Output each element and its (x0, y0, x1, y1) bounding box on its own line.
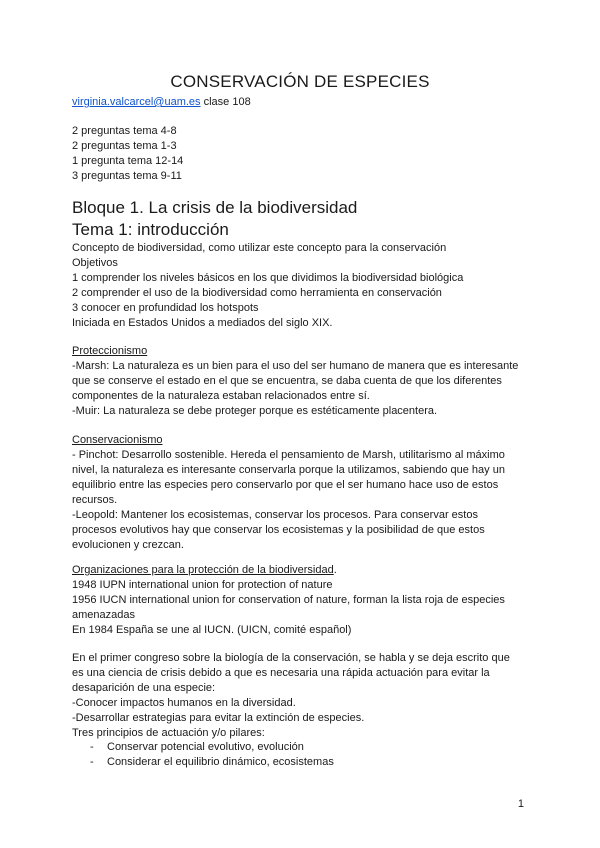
contact-line (72, 96, 251, 109)
topic-heading: Tema 1: introducción (72, 220, 229, 239)
list-bullet-marker: - (90, 756, 94, 768)
paragraph-line: -Desarrollar estrategias para evitar la extinción de especies. (72, 712, 365, 724)
intro-line: Iniciada en Estados Unidos a mediados del siglo XIX. (72, 317, 333, 329)
paragraph-line: En 1984 España se une al IUCN. (UICN, comité español) (72, 624, 352, 636)
paragraph-line: -Leopold: Mantener los ecosistemas, conservar los procesos. Para conservar estos (72, 509, 478, 521)
paragraph-line: desaparición de una especie: (72, 682, 216, 694)
section-heading-conservacionismo: Conservacionismo (72, 434, 163, 446)
paragraph-line: que se conserve el estado en el que se encuentra, se daba cuenta de que los diferentes (72, 375, 502, 387)
paragraph-line: componentes de la naturaleza estaban relacionados entre sí. (72, 390, 370, 402)
block-heading: Bloque 1. La crisis de la biodiversidad (72, 198, 358, 217)
paragraph-line: amenazadas (72, 609, 135, 621)
paragraph-line: procesos evolutivos hay que conservar los ecosistemas y la posibilidad de que estos (72, 524, 485, 536)
document-title: CONSERVACIÓN DE ESPECIES (170, 72, 430, 91)
paragraph-line: - Pinchot: Desarrollo sostenible. Hereda el pensamiento de Marsh, utilitarismo al máximo (72, 449, 505, 461)
section-heading-proteccionismo: Proteccionismo (72, 345, 148, 357)
section-heading-organizaciones (72, 564, 337, 577)
paragraph-line: 1948 IUPN international union for protection of nature (72, 579, 333, 591)
intro-line: Concepto de biodiversidad, como utilizar este concepto para la conservación (72, 242, 447, 254)
question-line: 2 preguntas tema 1-3 (72, 140, 177, 152)
class-room: clase 108 (200, 96, 251, 108)
list-item: Conservar potencial evolutivo, evolución (107, 741, 304, 753)
question-line: 3 preguntas tema 9-11 (72, 170, 182, 182)
paragraph-line: En el primer congreso sobre la biología de la conservación, se habla y se deja escrito que (72, 652, 510, 664)
list-bullet-marker: - (90, 741, 94, 753)
paragraph-line: 1956 IUCN international union for conservation of nature, forman la lista roja de especies (72, 594, 505, 606)
paragraph-line: Tres principios de actuación y/o pilares: (72, 727, 265, 739)
intro-line: Objetivos (72, 257, 118, 269)
paragraph-line: es una ciencia de crisis debido a que es necesaria una rápida actuación para evitar la (72, 667, 490, 679)
organizaciones-heading-period: . (333, 564, 337, 576)
intro-line: 3 conocer en profundidad los hotspots (72, 302, 259, 314)
question-line: 2 preguntas tema 4-8 (72, 125, 177, 137)
paragraph-line: -Conocer impactos humanos en la diversidad. (72, 697, 296, 709)
paragraph-line: equilibrio entre las especies pero conservarlo por que el ser humano hace uso de estos (72, 479, 499, 491)
paragraph-line: recursos. (72, 494, 118, 506)
paragraph-line: nivel, la naturaleza es interesante conservarla porque la utilizamos, sabiendo que hay un (72, 464, 505, 476)
paragraph-line: -Muir: La naturaleza se debe proteger porque es estéticamente placentera. (72, 405, 438, 417)
paragraph-line: evolucionen y crezcan. (72, 539, 184, 551)
intro-line: 2 comprender el uso de la biodiversidad como herramienta en conservación (72, 287, 442, 299)
page-number: 1 (517, 798, 524, 810)
question-line: 1 pregunta tema 12-14 (72, 155, 184, 167)
intro-line: 1 comprender los niveles básicos en los que dividimos la biodiversidad biológica (72, 272, 464, 284)
paragraph-line: -Marsh: La naturaleza es un bien para el uso del ser humano de manera que es interesante (72, 360, 519, 372)
organizaciones-heading-text: Organizaciones para la protección de la biodiversidad (72, 564, 334, 576)
list-item: Considerar el equilibrio dinámico, ecosistemas (107, 756, 334, 768)
email-link[interactable]: virginia.valcarcel@uam.es (72, 96, 201, 108)
